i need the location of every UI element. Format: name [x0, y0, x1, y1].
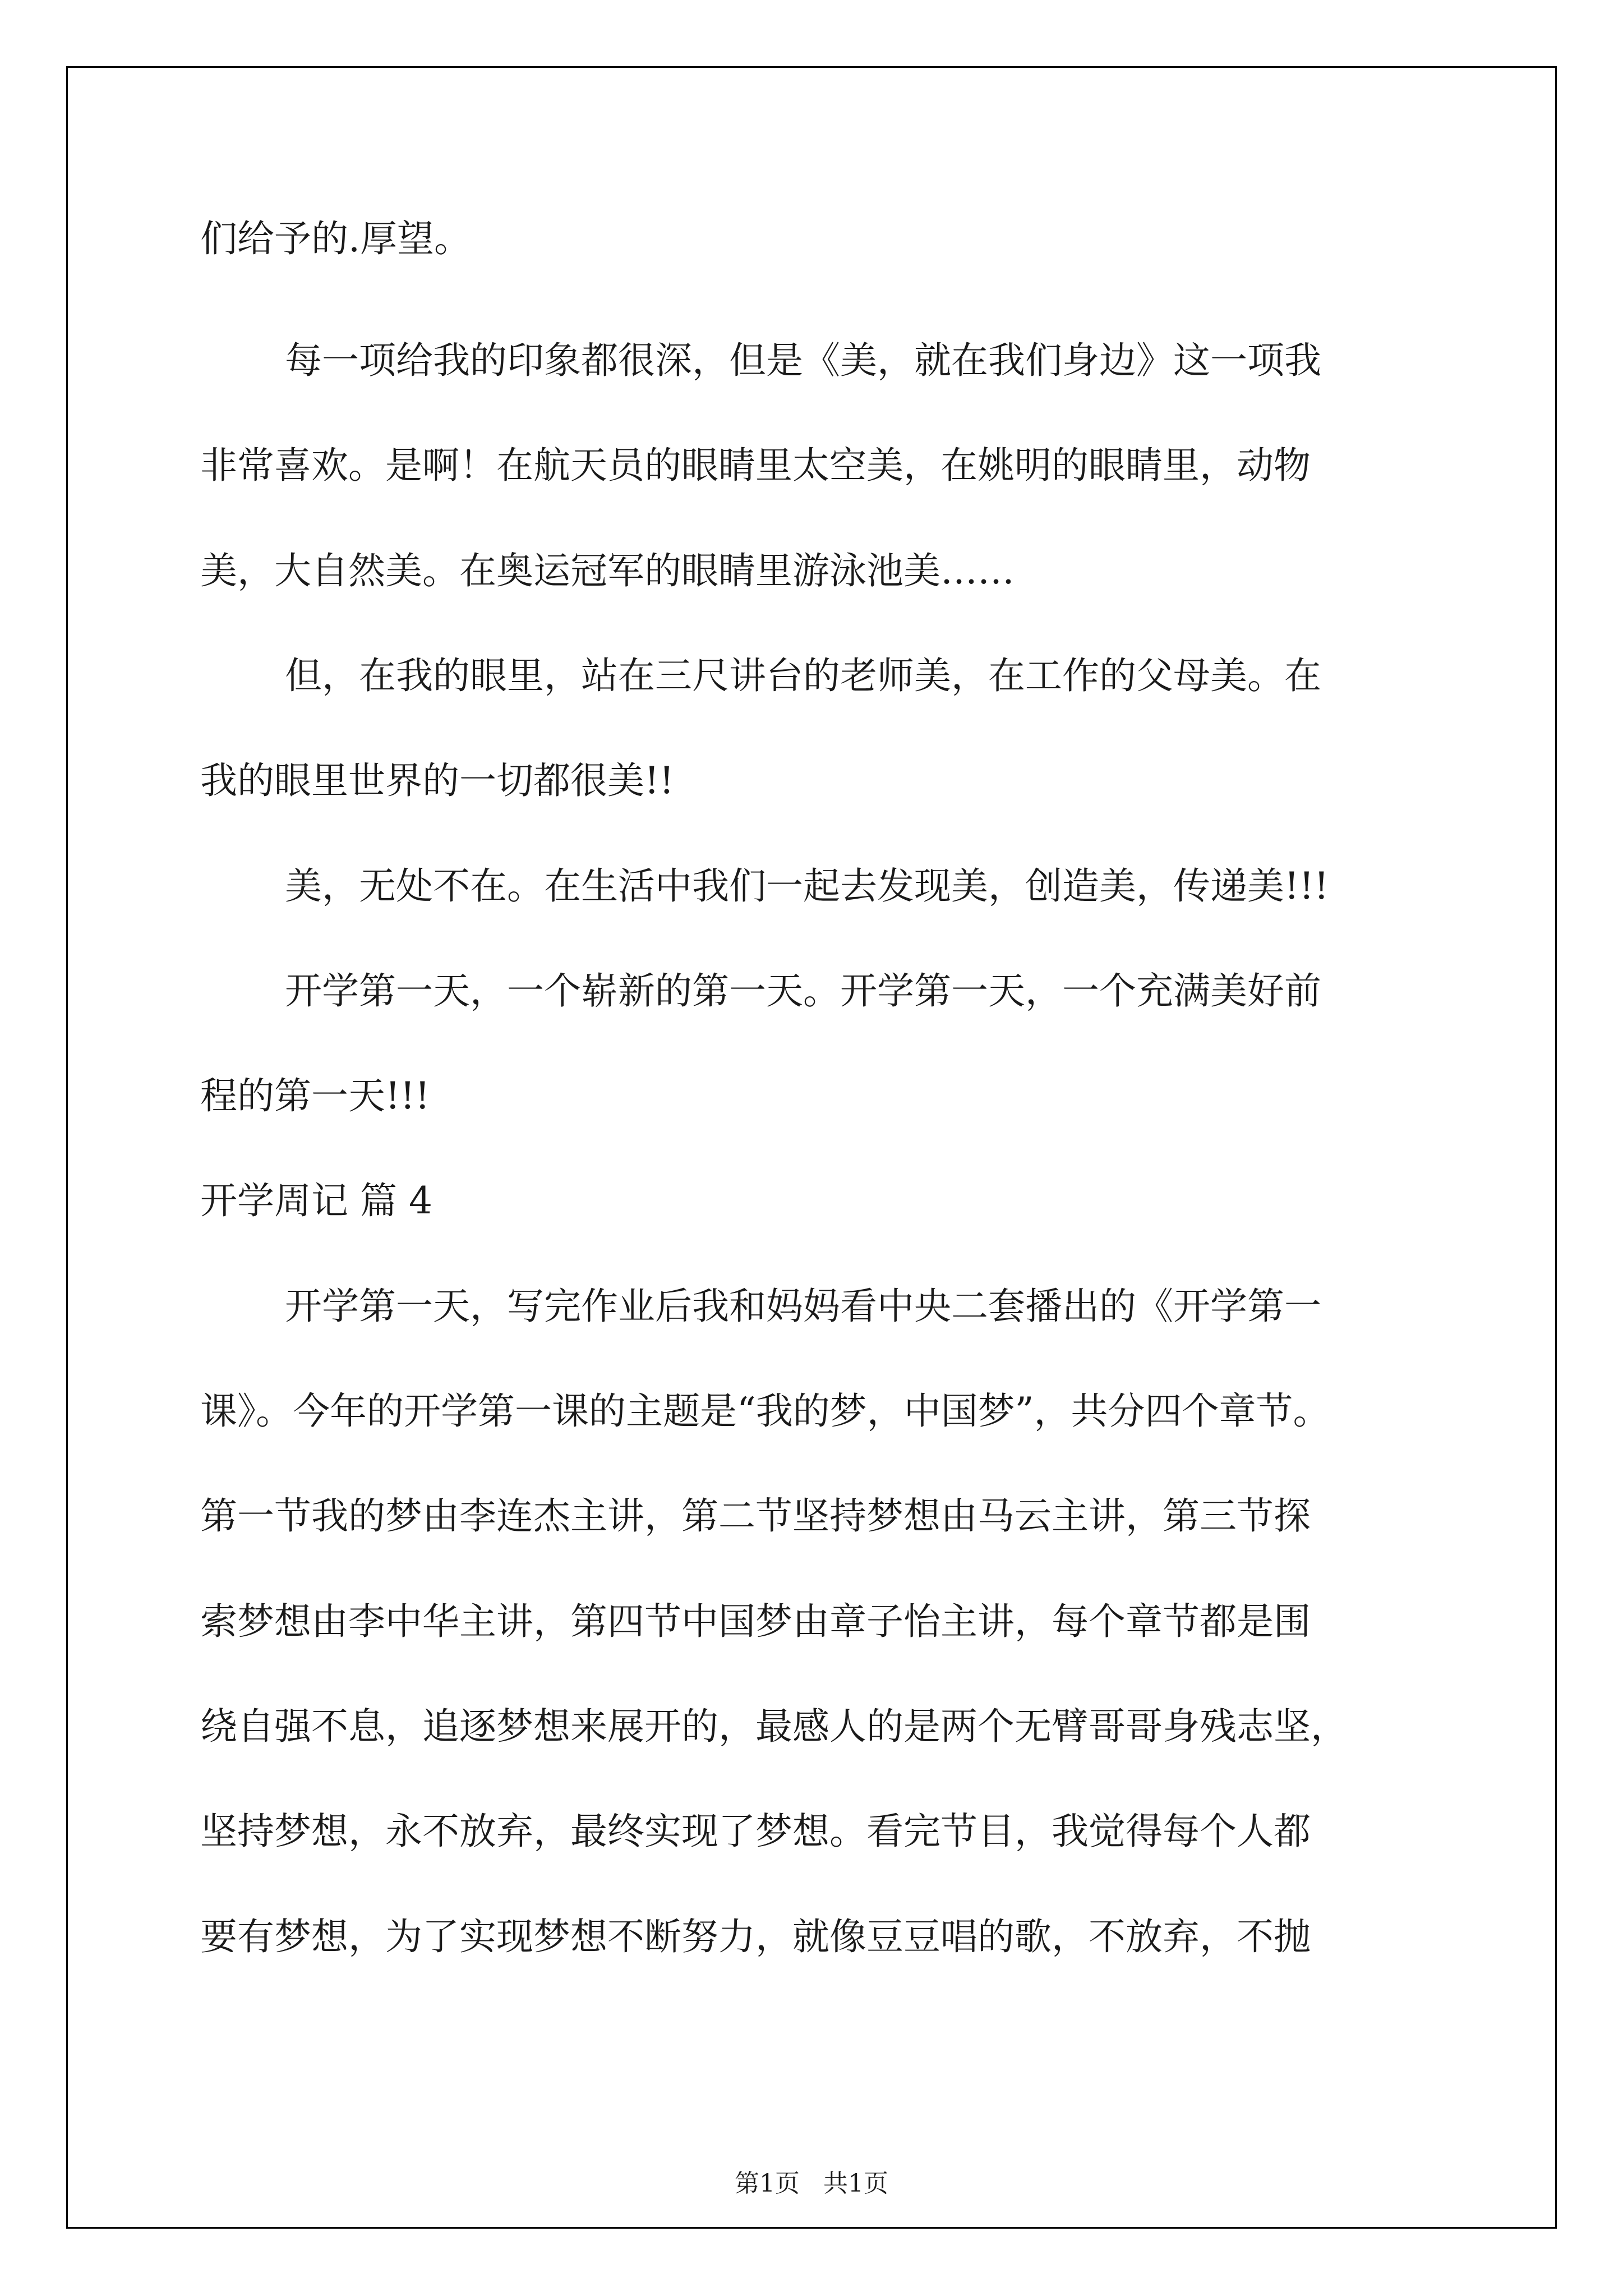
- text-line: 第一节我的梦由李连杰主讲，第二节坚持梦想由马云主讲，第三节探: [200, 1494, 1311, 1538]
- text-line: 们给予的.厚望。: [200, 217, 471, 260]
- text-line: 绕自强不息，追逐梦想来展开的，最感人的是两个无臂哥哥身残志坚，: [200, 1705, 1348, 1748]
- paragraph-first-line: 美，无处不在。在生活中我们一起去发现美，创造美，传递美!!!: [285, 864, 1329, 908]
- paragraph-first-line: 但，在我的眼里，站在三尺讲台的老师美，在工作的父母美。在: [285, 654, 1321, 697]
- paragraph-first-line: 每一项给我的印象都很深，但是《美，就在我们身边》这一项我: [285, 339, 1321, 382]
- page-frame: [66, 66, 1557, 2229]
- text-line: 要有梦想，为了实现梦想不断努力，就像豆豆唱的歌，不放弃，不抛: [200, 1915, 1311, 1958]
- text-line: 程的第一天!!!: [200, 1074, 430, 1117]
- page-number: 第1页: [735, 2169, 800, 2198]
- text-line: 美，大自然美。在奥运冠军的眼睛里游泳池美……: [200, 549, 1015, 592]
- page-total: 共1页: [823, 2169, 888, 2198]
- text-line: 索梦想由李中华主讲，第四节中国梦由章子怡主讲，每个章节都是围: [200, 1600, 1311, 1643]
- text-line: 课》。今年的开学第一课的主题是“我的梦，中国梦”，共分四个章节。: [200, 1389, 1330, 1433]
- paragraph-first-line: 开学第一天，写完作业后我和妈妈看中央二套播出的《开学第一: [285, 1285, 1321, 1328]
- paragraph-first-line: 开学第一天，一个崭新的第一天。开学第一天，一个充满美好前: [285, 969, 1321, 1013]
- page-footer: [0, 2168, 1623, 2200]
- text-line: 非常喜欢。是啊！在航天员的眼睛里太空美，在姚明的眼睛里，动物: [200, 444, 1311, 487]
- text-line: 我的眼里世界的一切都很美!!: [200, 759, 675, 802]
- text-line: 坚持梦想，永不放弃，最终实现了梦想。看完节目，我觉得每个人都: [200, 1810, 1311, 1853]
- section-heading: 开学周记 篇 4: [200, 1179, 432, 1222]
